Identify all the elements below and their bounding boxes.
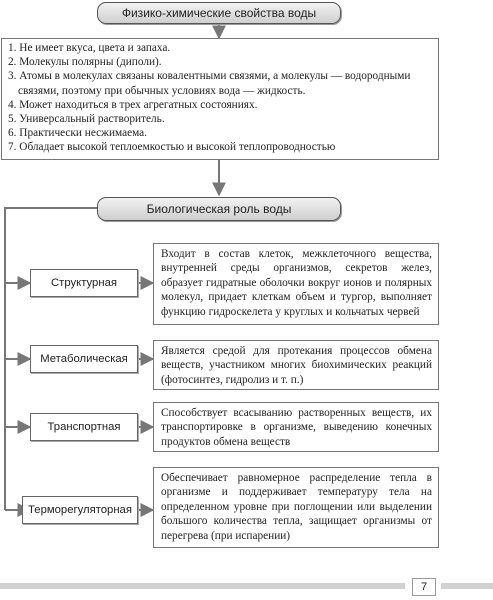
footer-bar-left bbox=[0, 583, 405, 589]
page-number: 7 bbox=[412, 578, 436, 596]
role-metabolic: Метаболическая bbox=[30, 345, 138, 373]
property-item: 4. Может находиться в трех агрегатных состояниях. bbox=[8, 98, 258, 111]
properties-list bbox=[1, 38, 439, 160]
desc-transport: Способствует всасыванию растворенных веществ, их транспортировке в организме, выведению конечных продуктов обмена веществ bbox=[153, 402, 439, 452]
desc-thermoregulatory: Обеспечивает равномерное распределение тепла в организме и поддерживает температуру тела на определенном уровне при поглощении или выделении большого количества тепла, защищает организмы от перегрева (при испарении) bbox=[153, 467, 439, 548]
property-item: 3. Атомы в молекулах связаны ковалентными связями, а молекулы — водородными bbox=[8, 70, 411, 83]
property-item: 1. Не имеет вкуса, цвета и запаха. bbox=[8, 42, 171, 54]
property-item: 6. Практически несжимаема. bbox=[8, 127, 148, 140]
footer-bar-right bbox=[441, 583, 493, 589]
role-thermoregulatory: Терморегуляторная bbox=[22, 496, 138, 524]
property-item: 5. Универсальный растворитель. bbox=[8, 113, 165, 126]
role-structural: Структурная bbox=[30, 269, 138, 297]
desc-metabolic: Является средой для протекания процессов обмена веществ, участником многих биохимических реакций (фотосинтез, гидролиз и т. п.) bbox=[153, 340, 439, 390]
header-title: Физико-химические свойства воды bbox=[97, 2, 341, 24]
property-item: 2. Молекулы полярны (диполи). bbox=[8, 56, 162, 69]
bio-title: Биологическая роль воды bbox=[97, 197, 341, 221]
property-item-continuation: связями, поэтому при обычных условиях вода — жидкость. bbox=[18, 84, 306, 97]
property-item: 7. Обладает высокой теплоемкостью и высокой теплопроводностью bbox=[8, 141, 336, 154]
role-transport: Транспортная bbox=[30, 413, 138, 441]
desc-structural: Входит в состав клеток, межклеточного вещества, внутренней среды организмов, секретов желез, образует гидратные оболочки вокруг ионов и полярных молекул, придает клеткам объем и тургор, выполняет функцию гидроскелета у круглых и кольчатых червей bbox=[153, 243, 439, 325]
